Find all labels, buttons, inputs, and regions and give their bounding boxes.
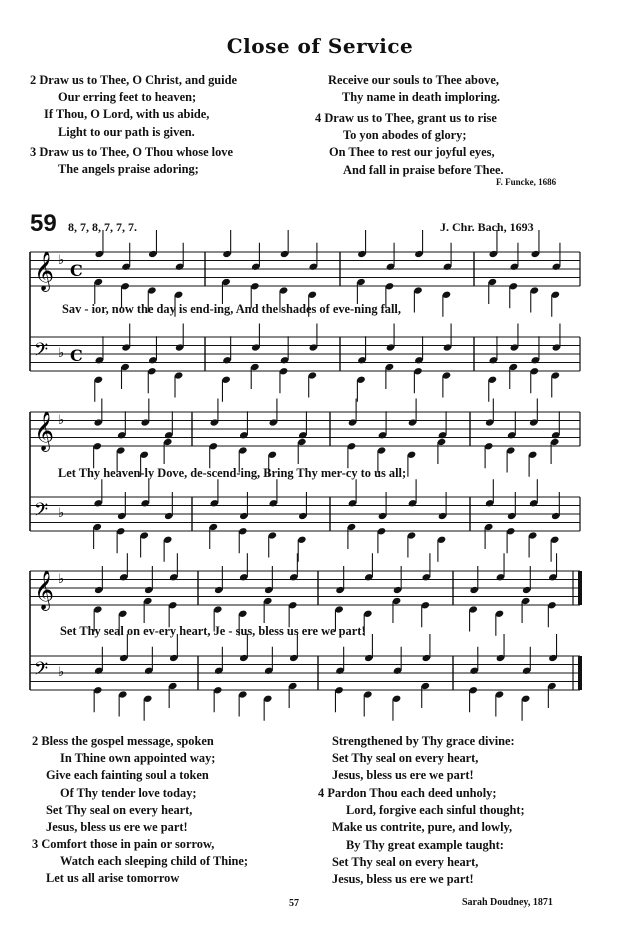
treble-clef-icon: 𝄞 [34,251,55,291]
verse-line: Jesus, bless us ere we part! [332,872,474,887]
flat-icon: ♭ [58,506,65,521]
flat-icon: ♭ [58,413,65,428]
verse-line: Strengthened by Thy grace divine: [332,734,515,748]
verse-line: Light to our path is given. [58,124,195,139]
final-barline [578,656,582,690]
lyric-line-1: Sav - ior, now the day is end-ing, And the shades of eve-ning fall, [62,302,401,316]
verse-line: Set Thy seal on every heart, [332,854,479,869]
bottom-verse-2 [32,733,215,836]
verse-line: And fall in praise before Thee. [343,162,504,177]
verse-line: Bless the gospel message, spoken [41,734,214,748]
verse-line: Set Thy seal on every heart, [46,802,193,817]
final-barline [578,571,582,605]
bottom-verse-3 [32,836,248,888]
verse-line: Set Thy seal on every heart, [332,751,479,766]
verse-line: By Thy great example taught: [346,837,504,852]
verse-line: Thy name in death imploring. [342,90,501,105]
verse-line: Draw us to Thee, grant us to rise [324,111,497,125]
verse-line: Jesus, bless us ere we part! [46,820,188,835]
page-title: Close of Service [226,34,414,58]
verse-line: Lord, forgive each sinful thought; [346,803,525,818]
time-signature: C [70,346,83,365]
verse-line: To yon abodes of glory; [343,128,467,143]
verse-number: 4 [315,111,322,125]
time-signature: C [70,261,83,280]
treble-clef-icon: 𝄞 [34,411,55,451]
verse-number: 2 [32,734,39,748]
verse-line: Make us contrite, pure, and lowly, [332,820,513,835]
verse-line: Jesus, bless us ere we part! [332,768,474,783]
flat-icon: ♭ [58,665,65,680]
verse-number: 2 [30,73,37,87]
bottom-verse-3-cont [332,733,515,785]
flat-icon: ♭ [58,253,65,268]
bottom-verse-4 [318,785,525,888]
verse-line: The angels praise adoring; [58,162,199,177]
verse-line: If Thou, O Lord, with us abide, [44,107,210,122]
flat-icon: ♭ [58,346,65,361]
verse-line: Pardon Thou each deed unholy; [327,786,497,800]
verse-number: 3 [32,837,39,851]
verse-line: In Thine own appointed way; [60,751,216,766]
verse-line: Receive our souls to Thee above, [328,73,499,87]
treble-clef-icon: 𝄞 [34,570,55,610]
lyric-line-3: Set Thy seal on ev-ery heart, Je - sus, bless us ere we part! [60,624,366,638]
verse-number: 3 [30,145,37,159]
hymn-author: Sarah Doudney, 1871 [462,897,553,908]
verse-line: Our erring feet to heaven; [58,90,197,105]
verse-line: Give each fainting soul a token [46,768,209,783]
verse-line: Comfort those in pain or sorrow, [41,837,215,851]
bass-clef-icon: 𝄢 [34,659,49,684]
verse-line: Draw us to Thee, O Christ, and guide [39,73,238,87]
verse-number: 4 [318,786,325,800]
page-number: 57 [289,898,299,909]
hymn-meter: 8, 7, 8, 7, 7, 7. [68,220,137,234]
verse-line: Let us all arise tomorrow [46,871,180,886]
flat-icon: ♭ [58,572,65,587]
verse-line: On Thee to rest our joyful eyes, [329,145,495,160]
verse-credit: F. Funcke, 1686 [496,177,557,187]
verse-line: Of Thy tender love today; [60,785,197,800]
lyric-line-2: Let Thy heaven-ly Dove, de-scend-ing, Bring Thy mer-cy to us all; [58,466,407,480]
verse-line: Draw us to Thee, O Thou whose love [39,145,233,159]
hymn-number: 59 [30,210,57,237]
bass-clef-icon: 𝄢 [34,340,49,365]
verse-line: Watch each sleeping child of Thine; [60,854,249,869]
bass-clef-icon: 𝄢 [34,500,49,525]
hymn-composer: J. Chr. Bach, 1693 [440,220,534,234]
